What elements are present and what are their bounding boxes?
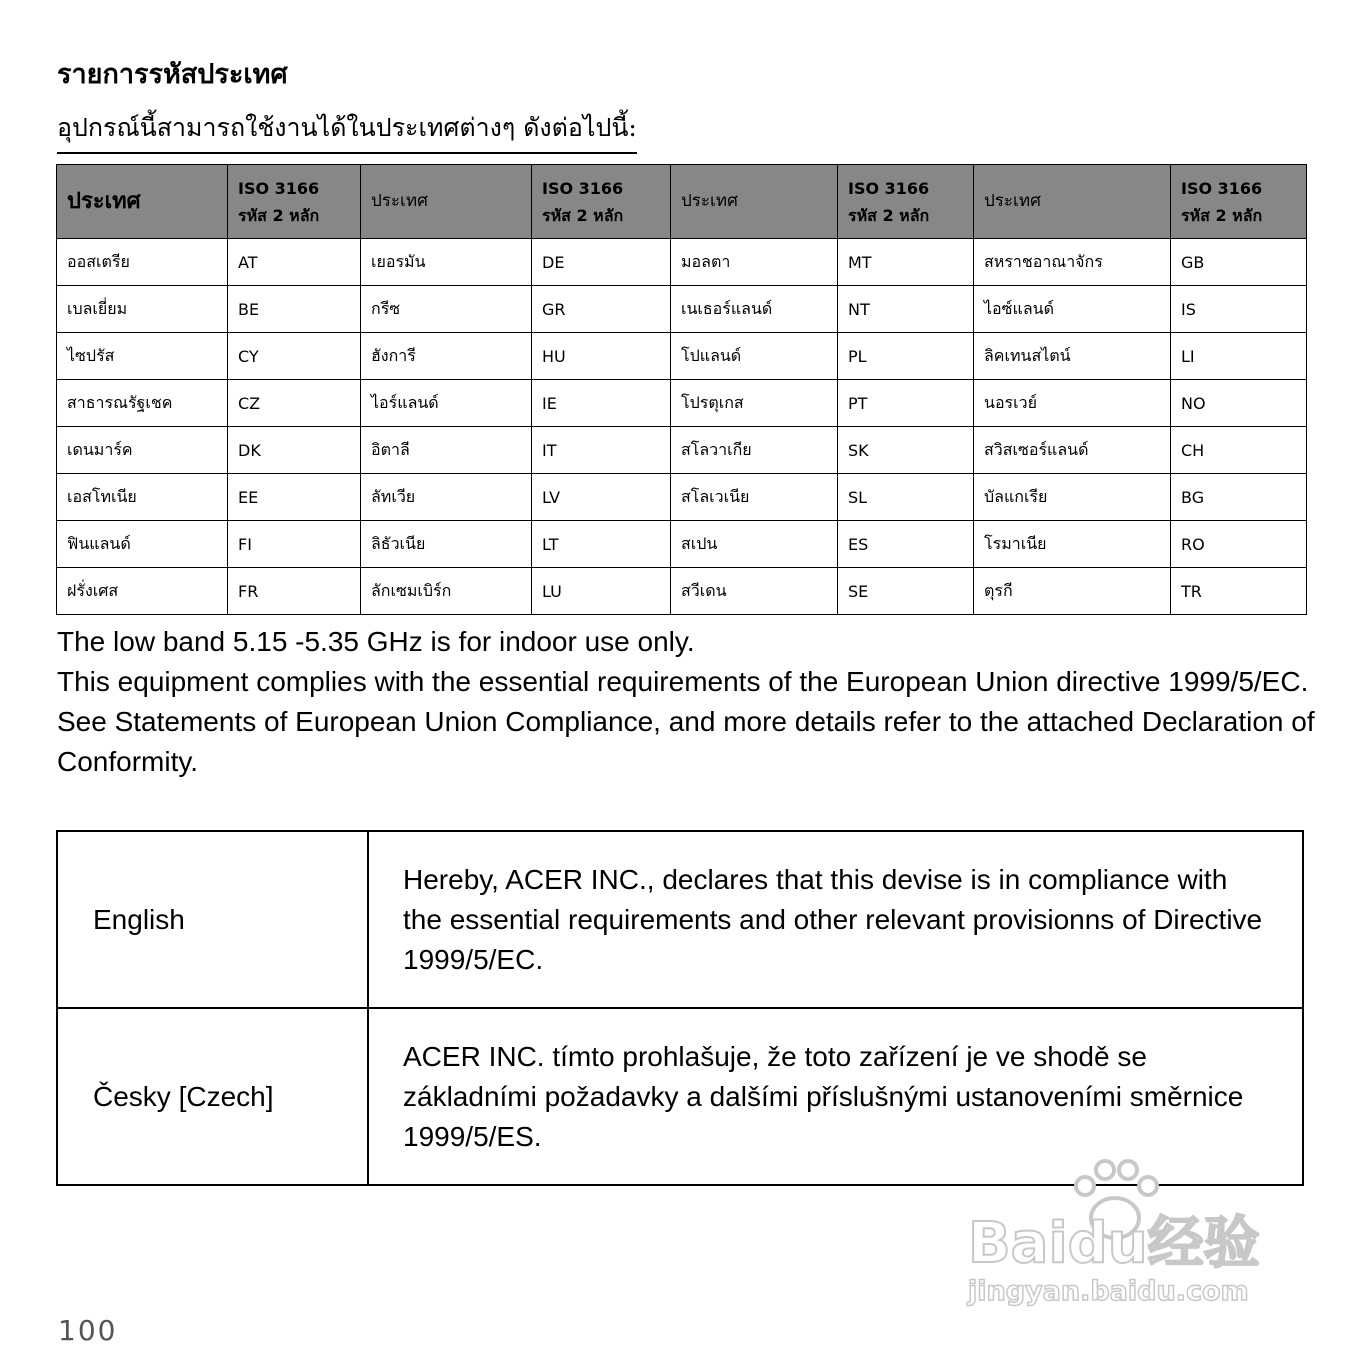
watermark-url: jingyan.baidu.com (968, 1276, 1249, 1307)
table-row (57, 521, 1307, 568)
baidu-watermark (960, 1150, 1290, 1320)
country-cell: อิตาลี (361, 427, 532, 474)
declaration-text: ACER INC. tímto prohlašuje, že toto zařízení je ve shodě se základními požadavky a dalšími příslušnými ustanoveními směrnice 1999/5/ES. (368, 1008, 1303, 1185)
code-header-line2: รหัส 2 หลัก (848, 205, 930, 225)
country-cell: ลักเซมเบิร์ก (361, 568, 532, 615)
table-row (57, 427, 1307, 474)
table-row (57, 333, 1307, 380)
code-cell: LT (532, 521, 671, 568)
code-cell: CY (228, 333, 361, 380)
country-cell: สวีเดน (671, 568, 838, 615)
code-cell: GB (1171, 239, 1307, 286)
code-header-line2: รหัส 2 หลัก (1181, 205, 1263, 225)
table-body (57, 239, 1307, 615)
code-cell: BG (1171, 474, 1307, 521)
section-title: รายการรหัสประเทศ (57, 59, 288, 90)
subtitle: อุปกรณ์นี้สามารถใช้งานได้ในประเทศต่างๆ ดังต่อไปนี้: (57, 108, 637, 154)
code-cell: CZ (228, 380, 361, 427)
country-cell: ฮังการี (361, 333, 532, 380)
country-cell: ลิธัวเนีย (361, 521, 532, 568)
eu-compliance-note: This equipment complies with the essential requirements of the European Union directive 1999/5/EC. See Statements of European Union Compliance, and more details refer to the attached Declaration of Conformity. (57, 666, 1315, 777)
code-cell: DK (228, 427, 361, 474)
code-cell: SE (838, 568, 974, 615)
code-cell: LI (1171, 333, 1307, 380)
code-cell: FR (228, 568, 361, 615)
country-cell: โปแลนด์ (671, 333, 838, 380)
country-cell: สโลวาเกีย (671, 427, 838, 474)
code-cell: BE (228, 286, 361, 333)
declaration-row (57, 831, 1303, 1008)
code-cell: AT (228, 239, 361, 286)
code-cell: NO (1171, 380, 1307, 427)
code-column-header (838, 165, 974, 239)
code-cell: EE (228, 474, 361, 521)
code-cell: NT (838, 286, 974, 333)
country-cell: ลิคเทนสไตน์ (974, 333, 1171, 380)
country-cell: เบลเยี่ยม (57, 286, 228, 333)
country-cell: สโลเวเนีย (671, 474, 838, 521)
country-cell: ตุรกี (974, 568, 1171, 615)
country-cell: ฟินแลนด์ (57, 521, 228, 568)
code-header-line1: ISO 3166 (238, 178, 320, 198)
code-cell: PT (838, 380, 974, 427)
watermark-brand: Baidu经验 (968, 1211, 1260, 1276)
code-header-line1: ISO 3166 (542, 178, 624, 198)
table-row (57, 380, 1307, 427)
country-cell: เอสโทเนีย (57, 474, 228, 521)
country-column-header: ประเทศ (361, 165, 532, 239)
country-cell: ไซปรัส (57, 333, 228, 380)
code-cell: IS (1171, 286, 1307, 333)
country-cell: ออสเตรีย (57, 239, 228, 286)
country-code-table (56, 164, 1307, 615)
indoor-use-note: The low band 5.15 -5.35 GHz is for indoor use only. (57, 626, 695, 657)
country-cell: โปรตุเกส (671, 380, 838, 427)
code-cell: LV (532, 474, 671, 521)
code-cell: ES (838, 521, 974, 568)
table-row (57, 474, 1307, 521)
code-column-header (228, 165, 361, 239)
code-cell: CH (1171, 427, 1307, 474)
country-cell: เดนมาร์ค (57, 427, 228, 474)
code-cell: DE (532, 239, 671, 286)
country-cell: มอลตา (671, 239, 838, 286)
country-cell: ลัทเวีย (361, 474, 532, 521)
declaration-table (56, 830, 1304, 1186)
declaration-language: English (57, 831, 368, 1008)
page-number: 100 (58, 1314, 118, 1347)
country-cell: นอรเวย์ (974, 380, 1171, 427)
country-cell: สวิสเซอร์แลนด์ (974, 427, 1171, 474)
country-cell: ไอร์แลนด์ (361, 380, 532, 427)
declaration-text: Hereby, ACER INC., declares that this devise is in compliance with the essential requirements and other relevant provisionns of Directive 1999/5/EC. (368, 831, 1303, 1008)
code-column-header (532, 165, 671, 239)
country-cell: ฝรั่งเศส (57, 568, 228, 615)
country-cell: เยอรมัน (361, 239, 532, 286)
code-cell: FI (228, 521, 361, 568)
table-row (57, 568, 1307, 615)
code-cell: MT (838, 239, 974, 286)
code-header-line2: รหัส 2 หลัก (542, 205, 624, 225)
code-cell: SL (838, 474, 974, 521)
declaration-language: Česky [Czech] (57, 1008, 368, 1185)
code-cell: IT (532, 427, 671, 474)
country-column-header: ประเทศ (974, 165, 1171, 239)
country-cell: กรีซ (361, 286, 532, 333)
country-cell: สหราชอาณาจักร (974, 239, 1171, 286)
country-cell: เนเธอร์แลนด์ (671, 286, 838, 333)
code-cell: SK (838, 427, 974, 474)
table-row (57, 286, 1307, 333)
country-cell: สาธารณรัฐเชค (57, 380, 228, 427)
country-cell: สเปน (671, 521, 838, 568)
country-column-header: ประเทศ (671, 165, 838, 239)
compliance-notes (57, 622, 1317, 782)
table-row (57, 239, 1307, 286)
code-header-line1: ISO 3166 (848, 178, 930, 198)
code-cell: IE (532, 380, 671, 427)
country-cell: โรมาเนีย (974, 521, 1171, 568)
code-cell: TR (1171, 568, 1307, 615)
country-cell: ไอซ์แลนด์ (974, 286, 1171, 333)
code-cell: PL (838, 333, 974, 380)
code-cell: GR (532, 286, 671, 333)
code-header-line1: ISO 3166 (1181, 178, 1263, 198)
table-header-row (57, 165, 1307, 239)
code-column-header (1171, 165, 1307, 239)
code-cell: LU (532, 568, 671, 615)
code-header-line2: รหัส 2 หลัก (238, 205, 320, 225)
code-cell: HU (532, 333, 671, 380)
code-cell: RO (1171, 521, 1307, 568)
country-cell: บัลแกเรีย (974, 474, 1171, 521)
country-column-header: ประเทศ (57, 165, 228, 239)
